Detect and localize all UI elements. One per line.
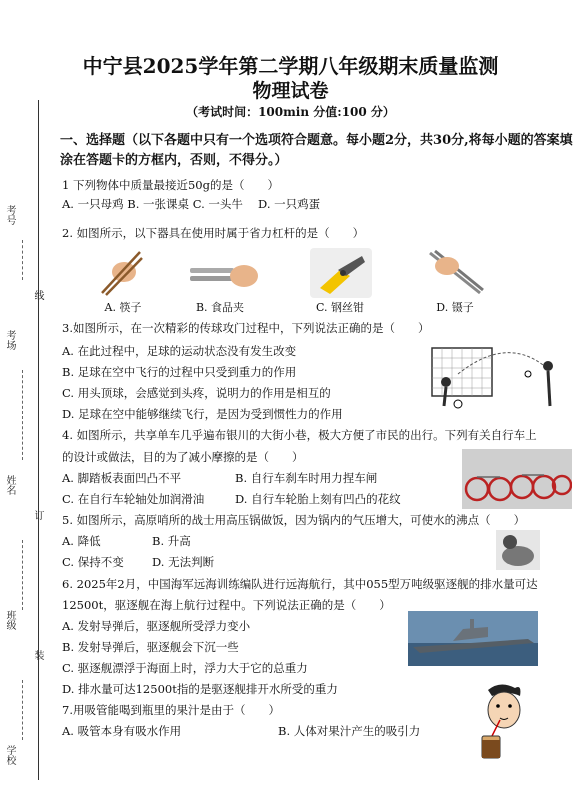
exam-subtitle: 物理试卷 bbox=[252, 80, 329, 102]
soccer-scene-image bbox=[428, 344, 573, 412]
q3-option-b: B. 足球在空中飞行的过程中只受到重力的作用 bbox=[62, 365, 297, 379]
q2-label-d: D. 镊子 bbox=[436, 301, 474, 314]
q5-option-c: C. 保持不变 bbox=[62, 555, 124, 569]
chopsticks-image bbox=[100, 248, 145, 298]
q6-option-d: D. 排水量可达12500t指的是驱逐舰排开水所受的重力 bbox=[62, 682, 338, 696]
tweezers-image bbox=[425, 248, 490, 298]
ding-label: 订 bbox=[32, 510, 43, 520]
kaochang-blank bbox=[22, 370, 23, 460]
shared-bikes-image bbox=[462, 449, 572, 509]
exam-title: 中宁县2025学年第二学期八年级期末质量监测 bbox=[82, 54, 499, 78]
q6-option-a: A. 发射导弹后，驱逐舰所受浮力变小 bbox=[62, 619, 251, 633]
q1-stem: 1 下列物体中质量最接近50g的是（ ） bbox=[62, 178, 279, 192]
xingming-blank bbox=[22, 540, 23, 610]
section-heading: 一、选择题（以下各题中只有一个选项符合题意。每小题2分，共30分,将每小题的答案填涂在答题卡的方框内，否则，不得分。） bbox=[60, 133, 573, 168]
q7-option-b: B. 人体对果汁产生的吸引力 bbox=[278, 724, 421, 738]
q2-label-b: B. 食品夹 bbox=[195, 301, 245, 314]
q4-option-d: D. 自行车轮胎上刻有凹凸的花纹 bbox=[235, 492, 401, 506]
q2-stem: 2. 如图所示，以下器具在使用时属于省力杠杆的是（ ） bbox=[62, 226, 365, 240]
banji-blank bbox=[22, 680, 23, 740]
binding-line bbox=[38, 100, 39, 780]
boy-drinking-juice-image bbox=[470, 680, 532, 762]
q4-option-b: B. 自行车刹车时用力捏车闸 bbox=[235, 471, 378, 485]
xuexiao-label: 学校 bbox=[4, 745, 15, 765]
q3-option-c: C. 用头顶球，会感觉到头疼，说明力的作用是相互的 bbox=[62, 386, 331, 400]
q1-options: A. 一只母鸡 B. 一张课桌 C. 一头牛 D. 一只鸡蛋 bbox=[62, 197, 321, 211]
q4-stem-line1: 4. 如图所示，共享单车几乎遍布银川的大街小巷，极大方便了市民的出行。下列有关自行车上 bbox=[62, 428, 537, 442]
food-tongs-image bbox=[190, 254, 260, 294]
q3-option-d: D. 足球在空中能够继续飞行，是因为受到惯性力的作用 bbox=[62, 407, 343, 421]
q3-option-a: A. 在此过程中，足球的运动状态没有发生改变 bbox=[62, 344, 297, 358]
q2-label-a: A. 筷子 bbox=[104, 301, 142, 314]
kaohao-blank bbox=[22, 240, 23, 280]
q5-stem: 5. 如图所示，高原哨所的战士用高压锅做饭，因为锅内的气压增大，可使水的沸点（ ） bbox=[62, 513, 526, 527]
q6-stem-line1: 6. 2025年2月，中国海军远海训练编队进行远海航行，其中055型万吨级驱逐舰的排水量可达 bbox=[62, 577, 538, 591]
q4-option-c: C. 在自行车轮轴处加润滑油 bbox=[62, 492, 205, 506]
zhuang-label: 装 bbox=[32, 650, 43, 660]
q4-stem-line2: 的设计或做法，目的为了减小摩擦的是（ ） bbox=[62, 450, 304, 464]
q2-label-c: C. 钢丝钳 bbox=[315, 301, 365, 314]
q5-option-a: A. 降低 bbox=[62, 534, 101, 548]
kaochang-label: 考场 bbox=[4, 330, 15, 350]
banji-label: 班级 bbox=[4, 610, 15, 630]
wire-pliers-image bbox=[310, 248, 372, 298]
destroyer-ship-image bbox=[408, 611, 538, 666]
xian-label: 线 bbox=[32, 290, 43, 300]
xingming-label: 姓名 bbox=[4, 475, 15, 495]
pressure-cooker-image bbox=[496, 530, 540, 570]
q5-option-d: D. 无法判断 bbox=[152, 555, 215, 569]
q7-option-a: A. 吸管本身有吸水作用 bbox=[62, 724, 182, 738]
exam-time-info: （考试时间：100min 分值:100 分） bbox=[186, 105, 395, 119]
q6-option-c: C. 驱逐舰漂浮于海面上时，浮力大于它的总重力 bbox=[62, 661, 308, 675]
q7-stem: 7.用吸管能喝到瓶里的果汁是由于（ ） bbox=[62, 703, 280, 717]
q6-stem-line2: 12500t，驱逐舰在海上航行过程中。下列说法正确的是（ ） bbox=[62, 598, 391, 612]
q3-stem: 3.如图所示，在一次精彩的传球攻门过程中，下列说法正确的是（ ） bbox=[62, 321, 430, 335]
q6-option-b: B. 发射导弹后，驱逐舰会下沉一些 bbox=[62, 640, 239, 654]
kaohao-label: 考号 bbox=[4, 205, 15, 225]
q5-option-b: B. 升高 bbox=[152, 534, 191, 548]
q4-option-a: A. 脚踏板表面凹凸不平 bbox=[62, 471, 182, 485]
